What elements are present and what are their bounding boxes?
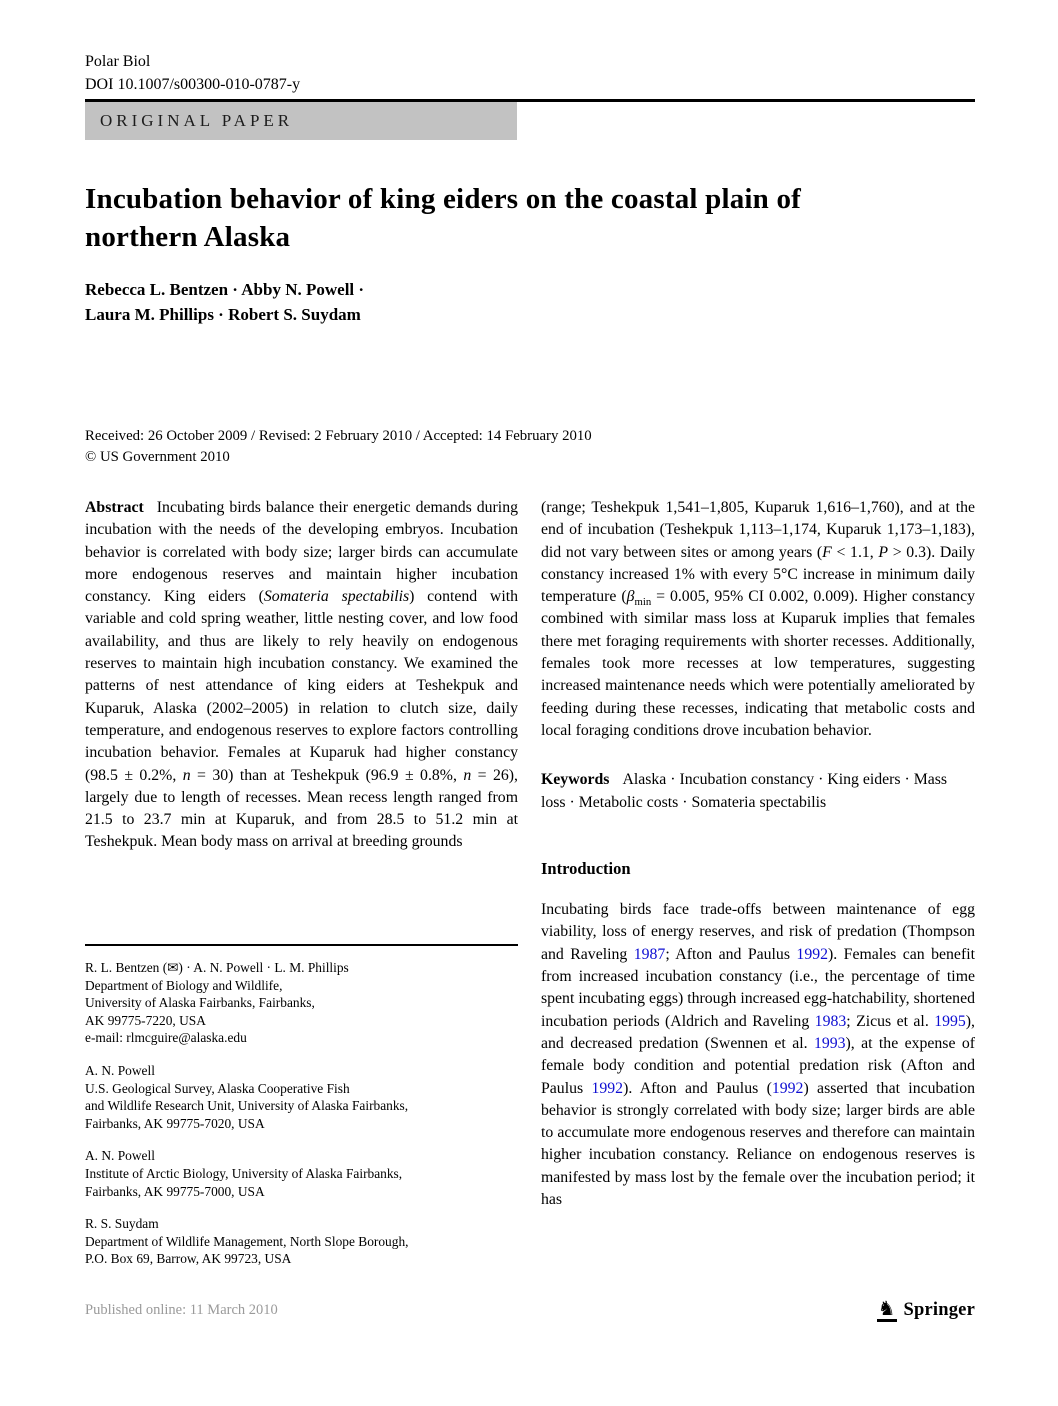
affiliation-line: R. S. Suydam xyxy=(85,1216,159,1232)
affiliation-block-1 xyxy=(85,959,518,1047)
publisher-name: Springer xyxy=(903,1299,975,1320)
copyright-line: © US Government 2010 xyxy=(85,449,230,465)
citation-year-link[interactable]: 1987 xyxy=(633,945,666,963)
affiliation-line: Department of Wildlife Management, North Slope Borough, xyxy=(85,1233,409,1249)
citation-year-link[interactable]: 1995 xyxy=(934,1012,966,1030)
affiliation-line: U.S. Geological Survey, Alaska Cooperative Fish xyxy=(85,1080,350,1096)
citation-year-link[interactable]: 1992 xyxy=(771,1079,804,1097)
keywords-label: Keywords xyxy=(541,771,610,789)
author-list xyxy=(85,277,364,327)
affiliation-line: e-mail: rlmcguire@alaska.edu xyxy=(85,1030,247,1046)
journal-name: Polar Biol xyxy=(85,53,151,70)
affiliation-line: P.O. Box 69, Barrow, AK 99723, USA xyxy=(85,1251,292,1267)
affiliation-block-2 xyxy=(85,1062,518,1132)
affiliation-line: Department of Biology and Wildlife, xyxy=(85,977,283,993)
affiliation-line: A. N. Powell xyxy=(85,1062,155,1078)
affiliation-block-4 xyxy=(85,1215,518,1268)
article-type-banner: ORIGINAL PAPER xyxy=(85,102,517,140)
page-footer xyxy=(85,1298,975,1322)
keywords-block xyxy=(541,769,975,814)
springer-knight-icon: ♞ xyxy=(877,1296,896,1320)
article-history xyxy=(85,426,592,468)
right-column xyxy=(541,497,975,1211)
affiliation-line: and Wildlife Research Unit, University of Alaska Fairbanks, xyxy=(85,1098,409,1114)
citation-year-link[interactable]: 1993 xyxy=(813,1034,846,1052)
introduction-heading: Introduction xyxy=(541,858,631,878)
affiliation-line: Institute of Arctic Biology, University of Alaska Fairbanks, xyxy=(85,1165,403,1181)
author-line-2: Laura M. Phillips · Robert S. Suydam xyxy=(85,305,361,324)
published-online: Published online: 11 March 2010 xyxy=(85,1301,278,1318)
springer-logo xyxy=(877,1298,975,1322)
received-revised-accepted: Received: 26 October 2009 / Revised: 2 February 2010 / Accepted: 14 February 2010 xyxy=(85,428,592,444)
journal-doi: DOI 10.1007/s00300-010-0787-y xyxy=(85,76,301,93)
affiliation-line: University of Alaska Fairbanks, Fairbanks, xyxy=(85,995,315,1011)
affiliation-line: AK 99775-7220, USA xyxy=(85,1012,206,1028)
abstract-part-2: (range; Teshekpuk 1,541–1,805, Kuparuk 1,616–1,760), and at the end of incubation (Teshekpuk 1,113–1,174, Kuparuk 1,173–1,183), did not vary between sites or among years (F < 1.1, P > 0.3). Daily constancy increased 1% with every 5°C increase in minimum daily temperature ($\beta_{min} = 0.005$, 95% CI 0.002, 0.009). Higher constancy combined with similar mass loss at Kuparuk implies that females there met foraging requirements with shorter recesses. Additionally, females took more recesses at low temperatures, suggesting increased maintenance needs which were potentially ameliorated by feeding during these recesses, indicating that metabolic costs and local foraging conditions drove incubation behavior. xyxy=(541,499,976,739)
keywords-text: Alaska · Incubation constancy · King eiders · Mass loss · Metabolic costs · Somateria spectabilis xyxy=(541,771,948,811)
page-title: Incubation behavior of king eiders on the coastal plain of northern Alaska xyxy=(85,183,802,253)
citation-year-link[interactable]: 1983 xyxy=(814,1012,847,1030)
citation-year-link[interactable]: 1992 xyxy=(591,1079,624,1097)
citation-year-link[interactable]: 1992 xyxy=(796,945,829,963)
introduction-paragraph: Incubating birds face trade-offs between maintenance of egg viability, loss of energy reserves, and risk of predation (Thompson and Raveling 1987; Afton and Paulus 1992). Females can benefit from increased incubation constancy (i.e., the percentage of time spent incubating eggs) through increased egg-hatchability, shortened incubation periods (Aldrich and Raveling 1983; Zicus et al. 1995), and decreased predation (Swennen et al. 1993), at the expense of female body condition and potential predation risk (Afton and Paulus 1992). Afton and Paulus (1992) asserted that incubation behavior is strongly correlated with body size; larger birds are able to accumulate more endogenous reserves and therefore can maintain higher incubation constancy. Reliance on endogenous reserves is manifested by mass lost by the female over the incubation period; it has xyxy=(541,901,976,1209)
abstract-label: Abstract xyxy=(85,499,144,516)
footnote-rule xyxy=(85,944,518,946)
abstract-part-1 xyxy=(85,497,518,854)
left-column xyxy=(85,497,518,854)
affiliation-line: Fairbanks, AK 99775-7000, USA xyxy=(85,1183,265,1199)
affiliation-block-3 xyxy=(85,1147,518,1200)
abstract-text-col1: Incubating birds balance their energetic demands during incubation with the needs of the developing embryos. Incubation behavior is correlated with body size; larger birds can accumulate more endogenous reserves and maintain higher incubation constancy. King eiders (Somateria spectabilis) contend with variable and cold spring weather, little nesting cover, and low food availability, and thus are likely to rely heavily on endogenous reserves to maintain high incubation constancy. We examined the patterns of nest attendance of king eiders at Teshekpuk and Kuparuk, Alaska (2002–2005) in relation to clutch size, daily temperature, and endogenous reserves to explore factors controlling incubation behavior. Females at Kuparuk had higher constancy (98.5 ± 0.2%, n = 30) than at Teshekpuk (96.9 ± 0.8%, n = 26), largely due to length of recesses. Mean recess length ranged from 21.5 to 23.7 min at Kuparuk, and from 28.5 to 51.2 min at Teshekpuk. Mean body mass on arrival at breeding grounds xyxy=(85,499,518,851)
affiliations-footnote xyxy=(85,944,518,1283)
affiliation-line: R. L. Bentzen (✉) · A. N. Powell · L. M. Phillips xyxy=(85,960,349,975)
author-line-1: Rebecca L. Bentzen · Abby N. Powell · xyxy=(85,280,365,299)
journal-header xyxy=(85,50,300,96)
affiliation-line: Fairbanks, AK 99775-7020, USA xyxy=(85,1115,265,1131)
affiliation-line: A. N. Powell xyxy=(85,1148,155,1164)
